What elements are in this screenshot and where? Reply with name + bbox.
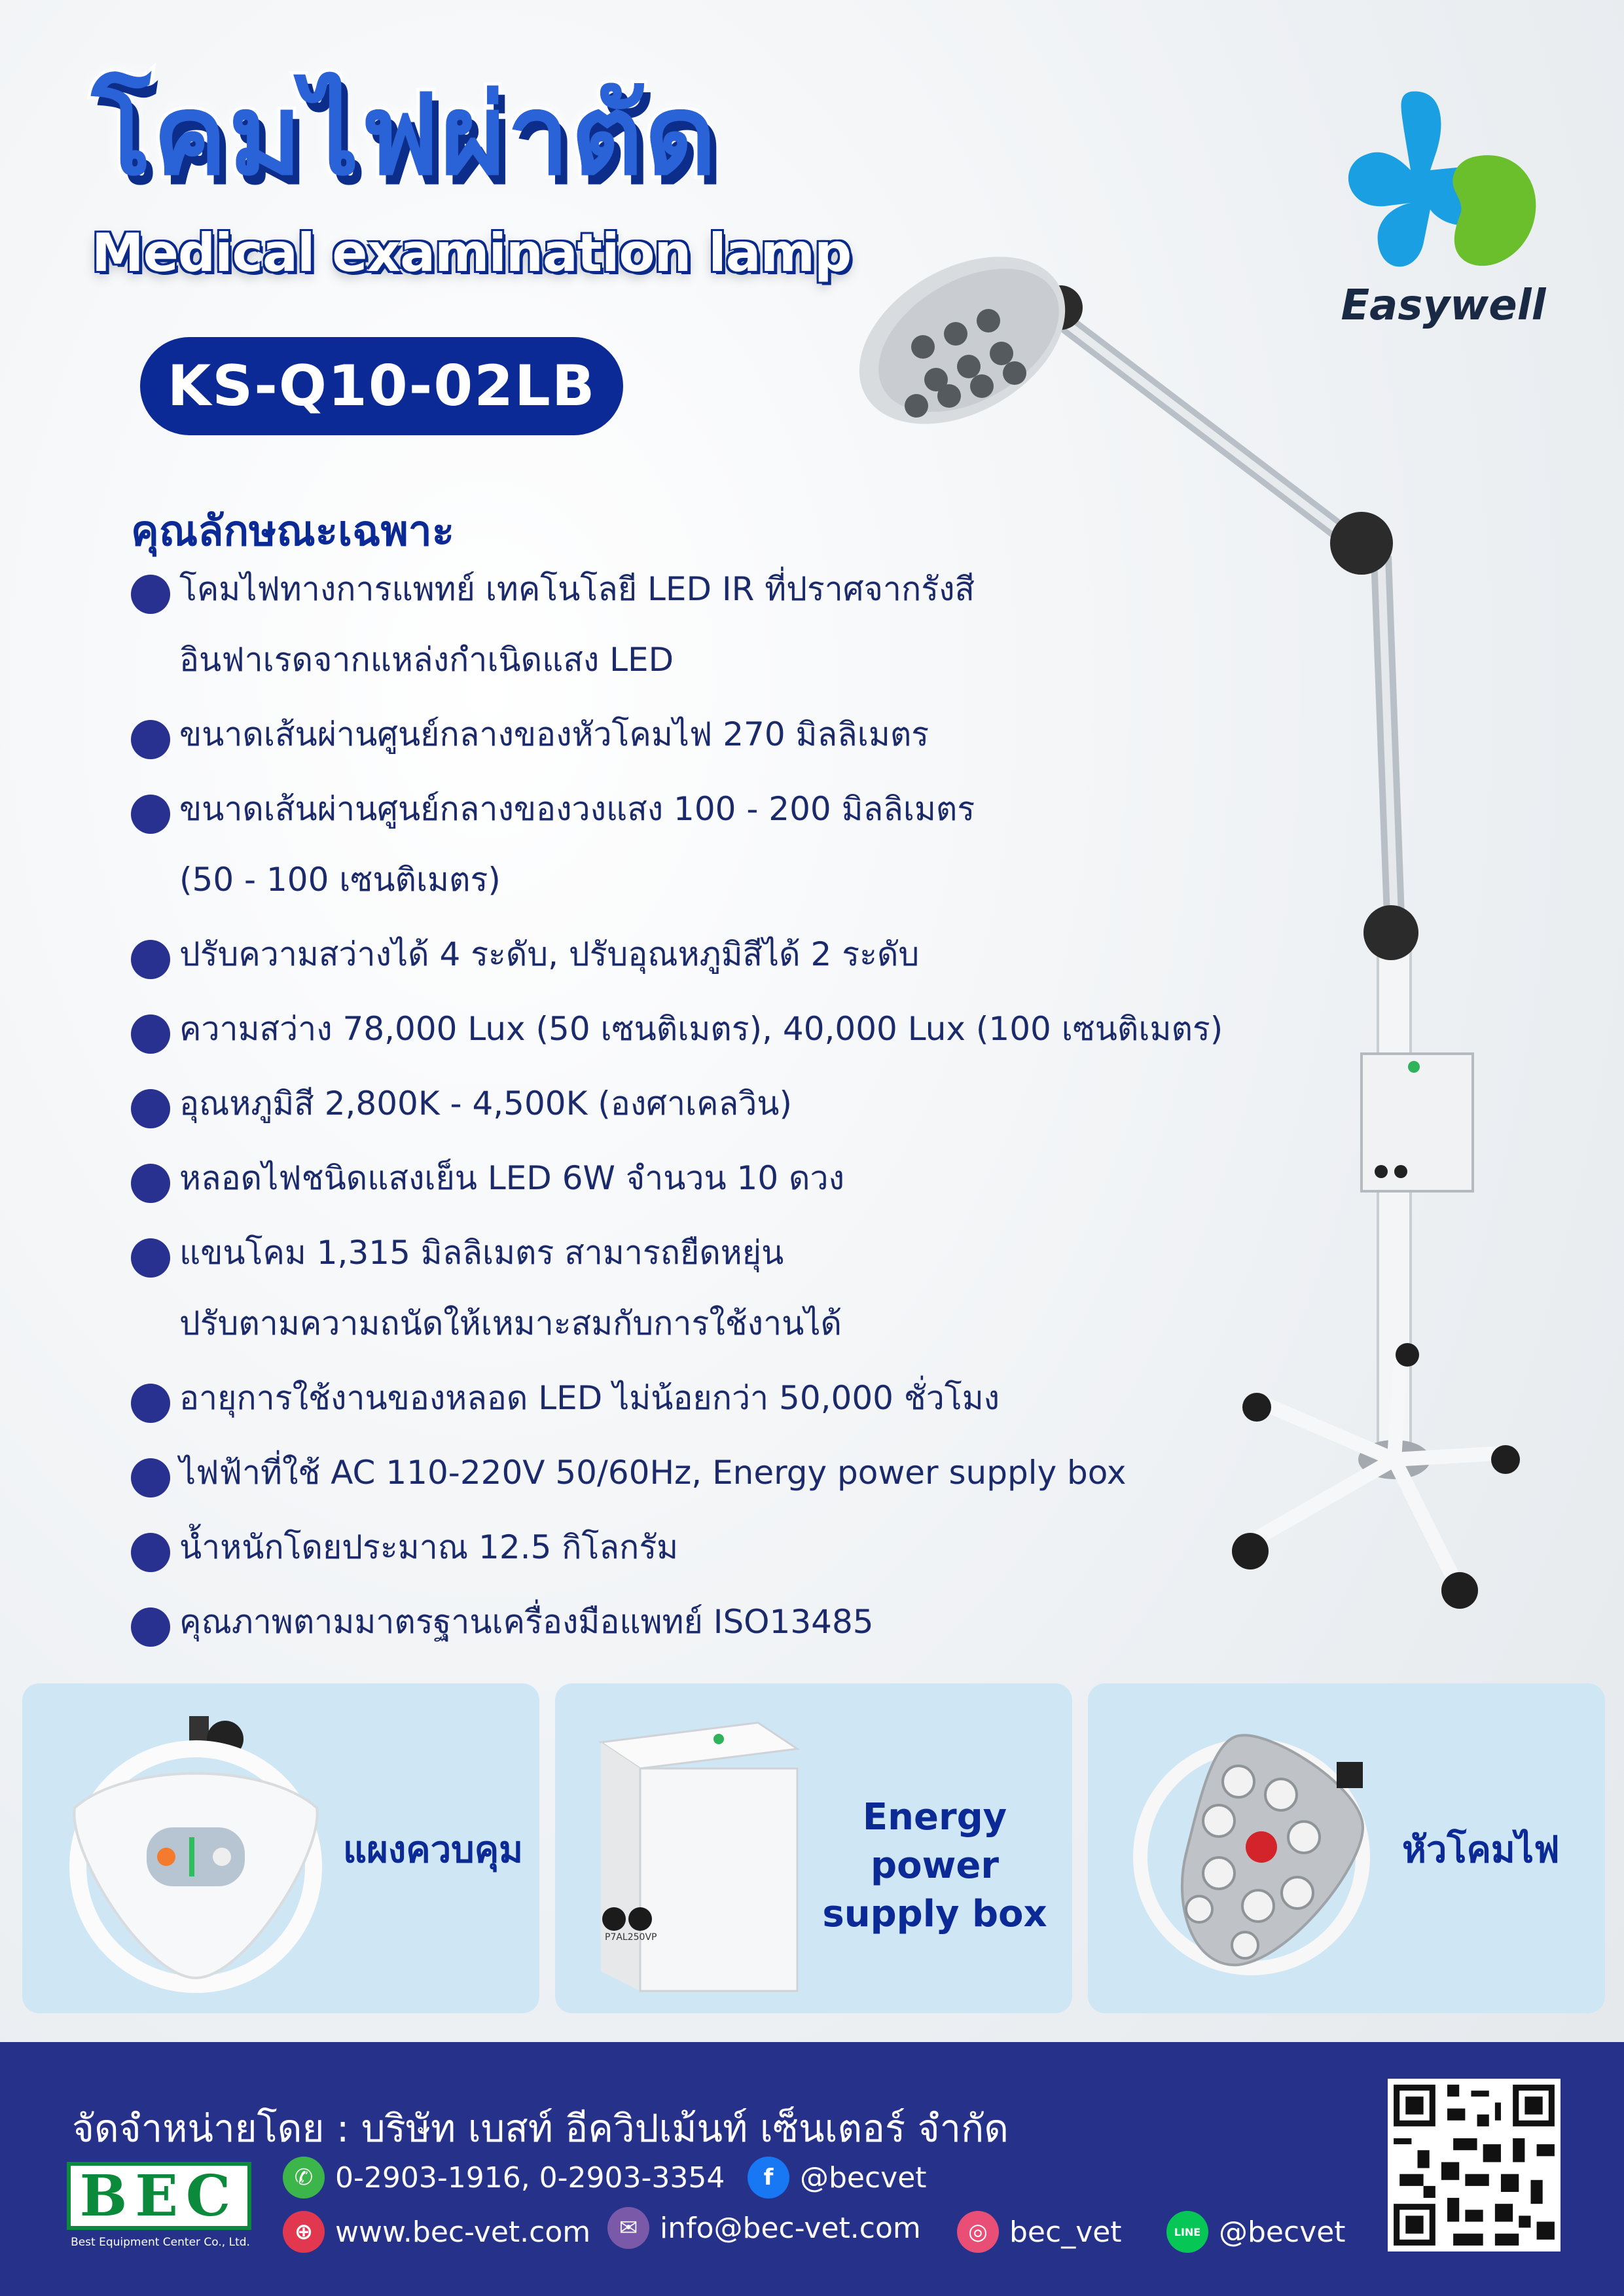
title-thai: โคมไฟผ่าตัด bbox=[92, 71, 718, 200]
card-control-panel bbox=[22, 1683, 539, 2013]
bullet-icon bbox=[131, 1089, 170, 1128]
bullet-icon bbox=[131, 1384, 170, 1423]
contact-email[interactable]: ✉ info@bec-vet.com bbox=[607, 2207, 921, 2249]
spec-item: แขนโคม 1,315 มิลลิเมตร สามารถยืดหยุ่น ปรับตามความถนัดให้เหมาะสมกับการใช้งานได้ bbox=[131, 1233, 1309, 1359]
bullet-icon bbox=[131, 1533, 170, 1572]
bullet-icon bbox=[131, 1238, 170, 1278]
spec-item: หลอดไฟชนิดแสงเย็น LED 6W จำนวน 10 ดวง bbox=[131, 1158, 1309, 1213]
facebook-icon: f bbox=[748, 2157, 789, 2198]
spec-item: น้ำหนักโดยประมาณ 12.5 กิโลกรัม bbox=[131, 1528, 1309, 1583]
bec-logo: BEC bbox=[67, 2162, 251, 2230]
control-panel-icon bbox=[48, 1703, 343, 1998]
bullet-icon bbox=[131, 795, 170, 834]
brand-name: Easywell bbox=[1341, 281, 1546, 330]
email-icon: ✉ bbox=[607, 2207, 649, 2249]
spec-item: อายุการใช้งานของหลอด LED ไม่น้อยกว่า 50,000 ชั่วโมง bbox=[131, 1378, 1309, 1433]
lamp-head-label: หัวโคมไฟ bbox=[1402, 1829, 1560, 1871]
line-icon: LINE bbox=[1166, 2211, 1208, 2253]
contact-phone[interactable]: ✆ 0-2903-1916, 0-2903-3354 bbox=[283, 2157, 725, 2198]
spec-item: ขนาดเส้นผ่านศูนย์กลางของหัวโคมไฟ 270 มิลลิเมตร bbox=[131, 715, 1309, 770]
spec-item: อุณหภูมิสี 2,800K - 4,500K (องศาเคลวิน) bbox=[131, 1084, 1309, 1139]
contact-line[interactable]: LINE @becvet bbox=[1166, 2211, 1346, 2253]
spec-item: ปรับความสว่างได้ 4 ระดับ, ปรับอุณหภูมิสีได้ 2 ระดับ bbox=[131, 935, 1309, 990]
spec-item: ความสว่าง 78,000 Lux (50 เซนติเมตร), 40,000 Lux (100 เซนติเมตร) bbox=[131, 1009, 1309, 1064]
title-english: Medical examination lamp bbox=[92, 223, 852, 283]
contact-instagram[interactable]: ◎ bec_vet bbox=[957, 2211, 1122, 2253]
spec-item: โคมไฟทางการแพทย์ เทคโนโลยี LED IR ที่ปราศจากรังสี อินฟาเรดจากแหล่งกำเนิดแสง LED bbox=[131, 569, 1309, 695]
card-lamp-head bbox=[1088, 1683, 1605, 2013]
lamp-head-icon bbox=[1127, 1710, 1415, 1998]
contact-facebook[interactable]: f @becvet bbox=[748, 2157, 927, 2198]
bullet-icon bbox=[131, 1164, 170, 1203]
power-box-label: Energy power supply box bbox=[822, 1796, 1047, 1935]
spec-item: ขนาดเส้นผ่านศูนย์กลางของวงแสง 100 - 200 มิลลิเมตร (50 - 100 เซนติเมตร) bbox=[131, 789, 1309, 915]
spec-item: ไฟฟ้าที่ใช้ AC 110-220V 50/60Hz, Energy power supply box bbox=[131, 1453, 1309, 1508]
bullet-icon bbox=[131, 720, 170, 759]
bullet-icon bbox=[131, 940, 170, 979]
globe-icon: ⊕ bbox=[283, 2211, 325, 2253]
spec-item: คุณภาพตามมาตรฐานเครื่องมือแพทย์ ISO13485 bbox=[131, 1602, 1309, 1657]
control-panel-label: แผงควบคุม bbox=[343, 1829, 524, 1871]
lamp-illustration bbox=[838, 229, 1610, 1636]
instagram-icon: ◎ bbox=[957, 2211, 999, 2253]
model-badge: KS-Q10-02LB bbox=[140, 337, 623, 435]
distributor-text: จัดจำหน่ายโดย : บริษัท เบสท์ อีควิปเม้นท์ เซ็นเตอร์ จำกัด bbox=[72, 2106, 1009, 2151]
qr-code[interactable] bbox=[1388, 2079, 1561, 2251]
spec-heading: คุณลักษณะเฉพาะ bbox=[131, 507, 455, 556]
power-box-icon bbox=[588, 1710, 810, 1998]
bullet-icon bbox=[131, 1014, 170, 1054]
bullet-icon bbox=[131, 1607, 170, 1647]
contact-website[interactable]: ⊕ www.bec-vet.com bbox=[283, 2211, 590, 2253]
bullet-icon bbox=[131, 1458, 170, 1498]
company-name: Best Equipment Center Co., Ltd. bbox=[71, 2236, 250, 2249]
power-box-plate: P7AL250VP bbox=[605, 1932, 657, 1943]
card-power-supply bbox=[555, 1683, 1072, 2013]
bullet-icon bbox=[131, 575, 170, 614]
phone-icon: ✆ bbox=[283, 2157, 325, 2198]
